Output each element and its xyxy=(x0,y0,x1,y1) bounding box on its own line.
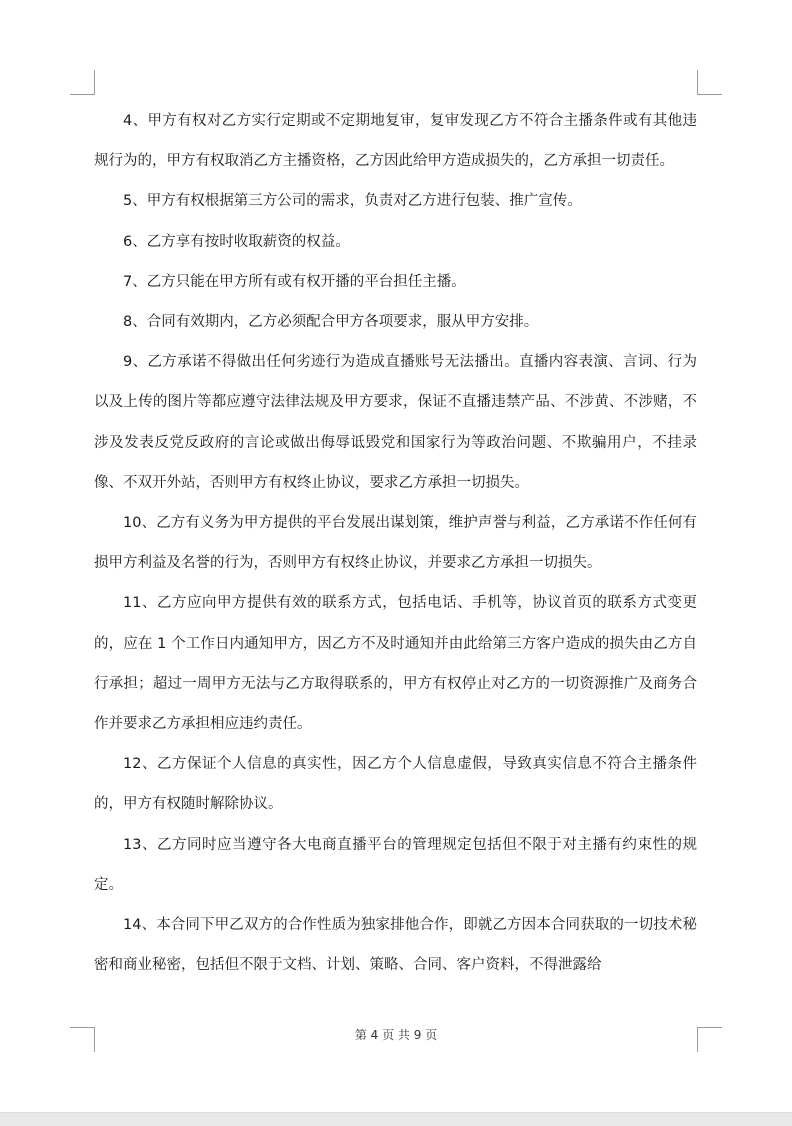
paragraph-13: 13、乙方同时应当遵守各大电商直播平台的管理规定包括但不限于对主播有约束性的规定。 xyxy=(94,836,697,893)
paragraph-5: 5、甲方有权根据第三方公司的需求，负责对乙方进行包装、推广宣传。 xyxy=(123,193,582,210)
paragraph-12: 12、乙方保证个人信息的真实性，因乙方个人信息虚假，导致真实信息不符合主播条件的，甲方有权随时解除协议。 xyxy=(94,756,697,813)
paragraph-8: 8、合同有效期内，乙方必须配合甲方各项要求，服从甲方安排。 xyxy=(123,314,539,331)
margin-corner-top-left xyxy=(70,70,95,95)
paragraph-14: 14、本合同下甲乙双方的合作性质为独家排他合作，即就乙方因本合同获取的一切技术秘密和商业秘密，包括但不限于文档、计划、策略、合同、客户资料，不得泄露给 xyxy=(94,917,697,974)
paragraph-7: 7、乙方只能在甲方所有或有权开播的平台担任主播。 xyxy=(123,273,466,290)
margin-corner-top-right xyxy=(697,70,722,95)
paragraph-11: 11、乙方应向甲方提供有效的联系方式，包括电话、手机等，协议首页的联系方式变更的，应在 1 个工作日内通知甲方，因乙方不及时通知并由此给第三方客户造成的损失由乙方自行承担；超过一周甲方无法与乙方取得联系的，甲方有权停止对乙方的一切资源推广及商务合作并要求乙方承担相应违约责任。 xyxy=(94,595,697,733)
paragraph-4: 4、甲方有权对乙方实行定期或不定期地复审，复审发现乙方不符合主播条件或有其他违规行为的，甲方有权取消乙方主播资格，乙方因此给甲方造成损失的，乙方承担一切责任。 xyxy=(94,113,697,170)
paragraph-9: 9、乙方承诺不得做出任何劣迹行为造成直播账号无法播出。直播内容表演、言词、行为以及上传的图片等都应遵守法律法规及甲方要求，保证不直播违禁产品、不涉黄、不涉赌，不涉及发表反党反政府的言论或做出侮辱诋毁党和国家行为等政治问题、不欺骗用户，不挂录像、不双开外站，否则甲方有权终止协议，要求乙方承担一切损失。 xyxy=(94,354,697,491)
document-body xyxy=(94,101,697,985)
page-gap-strip xyxy=(0,1112,792,1126)
paragraph-6: 6、乙方享有按时收取薪资的权益。 xyxy=(123,233,350,250)
page-number-footer: 第 4 页 共 9 页 xyxy=(354,1028,438,1042)
paragraph-10: 10、乙方有义务为甲方提供的平台发展出谋划策，维护声誉与利益，乙方承诺不作任何有损甲方利益及名誉的行为，否则甲方有权终止协议，并要求乙方承担一切损失。 xyxy=(94,515,697,572)
